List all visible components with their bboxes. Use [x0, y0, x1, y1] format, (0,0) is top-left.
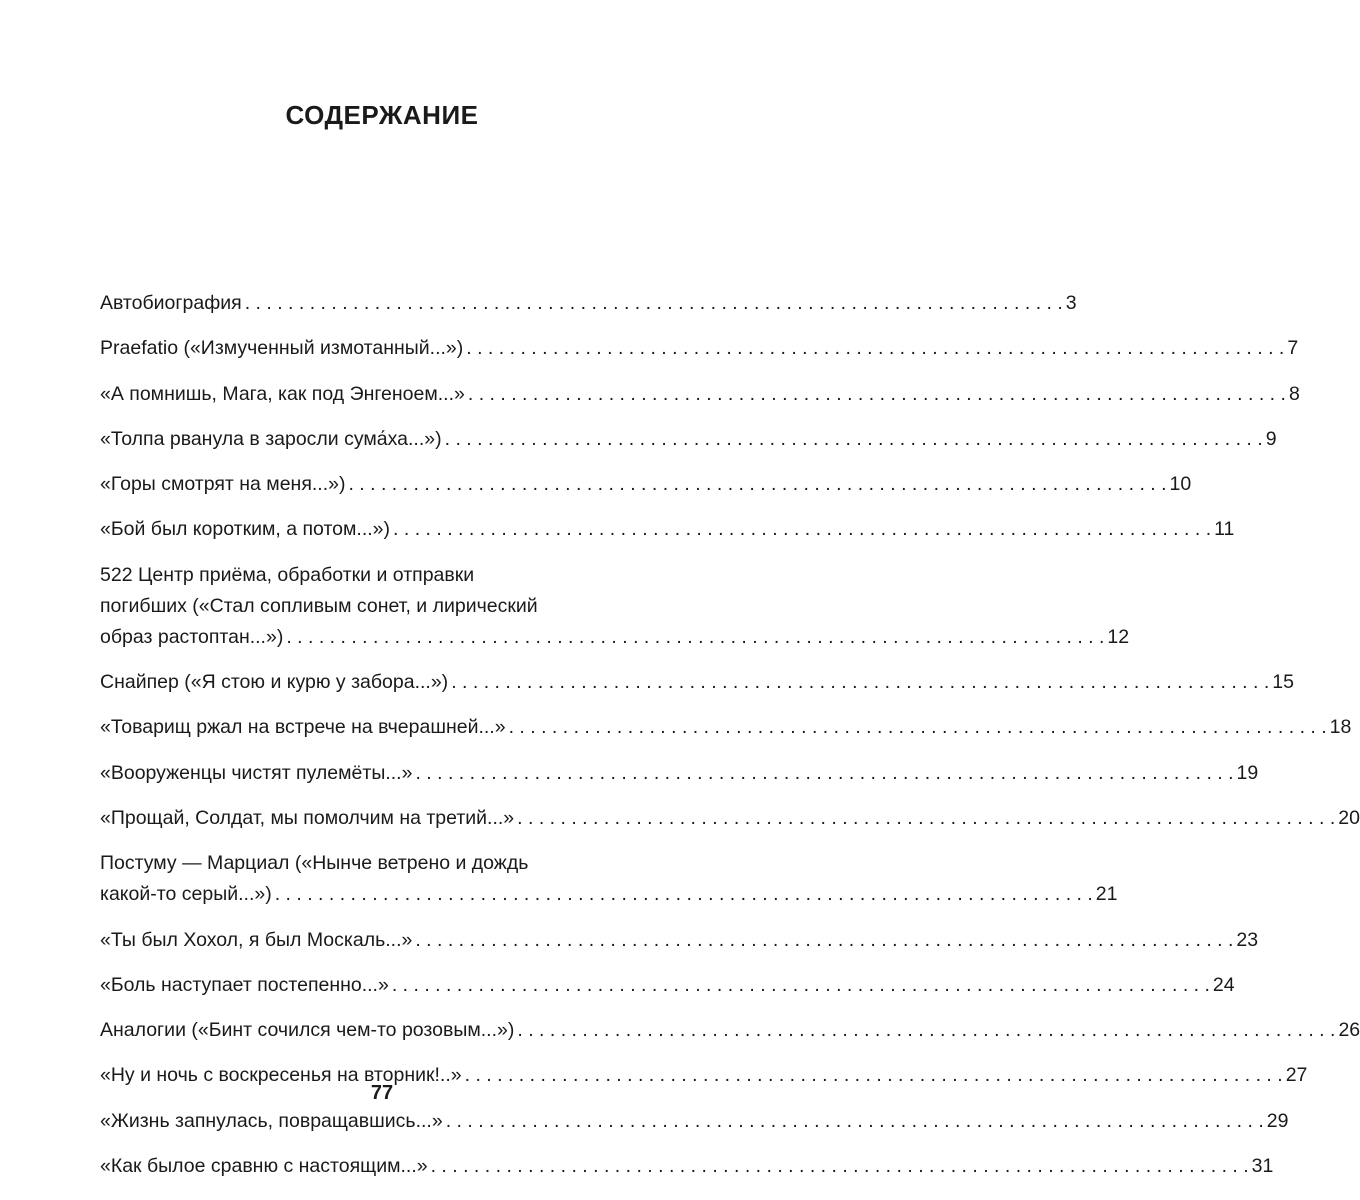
toc-entry [100, 333, 1299, 364]
toc-entry-row [100, 514, 1235, 545]
toc-entry-title: Снайпер («Я стою и курю у забора...») [100, 671, 449, 694]
toc-entry-page: 11 [1214, 518, 1235, 541]
toc-entry-row [100, 333, 1299, 364]
toc-entry-title: «Горы смотрят на меня...») [100, 473, 346, 496]
toc-entry-title: «Бой был коротким, а потом...») [100, 518, 391, 541]
toc-entry [100, 469, 1192, 500]
dot-leader [446, 1110, 1264, 1132]
dot-leader [431, 1155, 1249, 1177]
table-of-contents [100, 288, 1360, 1196]
toc-entry [100, 758, 1259, 789]
toc-entry-page: 8 [1288, 382, 1300, 405]
toc-entry [100, 848, 1118, 910]
dot-leader [392, 974, 1210, 996]
toc-entry-row [100, 803, 1360, 834]
dot-leader [415, 929, 1233, 951]
dot-leader [415, 762, 1233, 784]
toc-entry-title-line: погибших («Стал сопливым сонет, и лирический [100, 594, 538, 617]
toc-entry-title: «Жизнь запнулась, повращавшись...» [100, 1109, 443, 1132]
toc-entry [100, 712, 1352, 743]
toc-entry-row [100, 970, 1235, 1001]
toc-entry-row [100, 622, 1130, 653]
toc-entry-row [100, 288, 1077, 319]
toc-entry-row [100, 667, 1294, 698]
toc-entry [100, 514, 1235, 545]
dot-leader [451, 671, 1269, 693]
toc-entry-row [100, 1015, 1360, 1046]
toc-entry-title-line: Постуму — Марциал («Нынче ветрено и дождь [100, 852, 529, 875]
toc-entry-row [100, 424, 1277, 455]
toc-entry-page: 27 [1285, 1064, 1308, 1087]
toc-entry [100, 560, 1130, 653]
toc-entry-page: 31 [1251, 1155, 1274, 1178]
toc-entry-title: «Ты был Хохол, я был Москаль...» [100, 928, 413, 951]
dot-leader [445, 428, 1263, 450]
toc-entry-row [100, 379, 1300, 410]
toc-entry-page: 3 [1065, 292, 1077, 314]
toc-entry-page: 29 [1266, 1109, 1289, 1132]
toc-entry-title: Автобиография [100, 292, 242, 314]
dot-leader [286, 626, 1104, 648]
toc-entry-page: 26 [1338, 1019, 1360, 1042]
toc-entry [100, 667, 1294, 698]
dot-leader [517, 1019, 1335, 1041]
toc-entry-row [100, 758, 1259, 789]
toc-entry-page: 10 [1169, 473, 1192, 496]
toc-entry-title: Аналогии («Бинт сочился чем-то розовым...») [100, 1019, 515, 1042]
toc-entry-page: 7 [1287, 337, 1299, 360]
toc-entry [100, 379, 1300, 410]
toc-entry-row [100, 1106, 1289, 1137]
toc-entry-title: какой-то серый...») [100, 883, 272, 906]
toc-entry-page: 24 [1212, 973, 1235, 996]
toc-entry-row [100, 1151, 1274, 1182]
page-number: 77 [370, 1082, 394, 1104]
toc-entry-page: 9 [1265, 427, 1277, 450]
toc-entry [100, 970, 1235, 1001]
toc-entry-title-line: 522 Центр приёма, обработки и отправки [100, 563, 475, 586]
dot-leader [468, 383, 1286, 405]
toc-entry-title: «Товарищ ржал на встрече на вчерашней...» [100, 716, 506, 739]
toc-entry-title: «А помнишь, Мага, как под Энгеноем...» [100, 382, 465, 405]
toc-entry-title: «Прощай, Солдат, мы помолчим на третий...» [100, 806, 515, 829]
toc-entry [100, 1106, 1289, 1137]
toc-entry [100, 288, 1077, 319]
toc-entry-title: «Ну и ночь с воскресенья на вторник!..» [100, 1064, 462, 1087]
page-title: СОДЕРЖАНИЕ [285, 100, 479, 130]
toc-entry-title: «Боль наступает постепенно...» [100, 973, 389, 996]
toc-entry-row [100, 925, 1259, 956]
toc-entry [100, 803, 1360, 834]
toc-entry [100, 1151, 1274, 1182]
toc-entry [100, 1015, 1360, 1046]
dot-leader [509, 716, 1327, 738]
toc-entry-page: 21 [1095, 883, 1118, 906]
dot-leader [348, 473, 1166, 495]
toc-entry-title: «Как былое сравню с настоящим...» [100, 1155, 428, 1178]
dot-leader [245, 292, 1063, 314]
toc-entry-title: «Толпа рванула в заросли сума́ха...») [100, 427, 442, 450]
toc-entry-row [100, 879, 1118, 910]
toc-entry-title: «Вооруженцы чистят пулемёты...» [100, 761, 413, 784]
toc-entry-row [100, 469, 1192, 500]
toc-entry [100, 925, 1259, 956]
toc-entry-page: 15 [1272, 671, 1294, 694]
toc-entry-page: 20 [1338, 806, 1360, 829]
dot-leader [393, 518, 1211, 540]
dot-leader [466, 337, 1284, 359]
dot-leader [275, 883, 1093, 905]
toc-entry-page: 19 [1236, 761, 1259, 784]
toc-entry [100, 424, 1277, 455]
toc-entry-title: Praefatio («Измученный измотанный...») [100, 337, 464, 360]
toc-entry-title: образ растоптан...») [100, 625, 284, 648]
toc-entry-page: 23 [1236, 928, 1259, 951]
toc-entry-page: 18 [1329, 716, 1352, 739]
toc-entry-page: 12 [1107, 625, 1130, 648]
toc-entry-row [100, 712, 1352, 743]
dot-leader [517, 807, 1335, 829]
